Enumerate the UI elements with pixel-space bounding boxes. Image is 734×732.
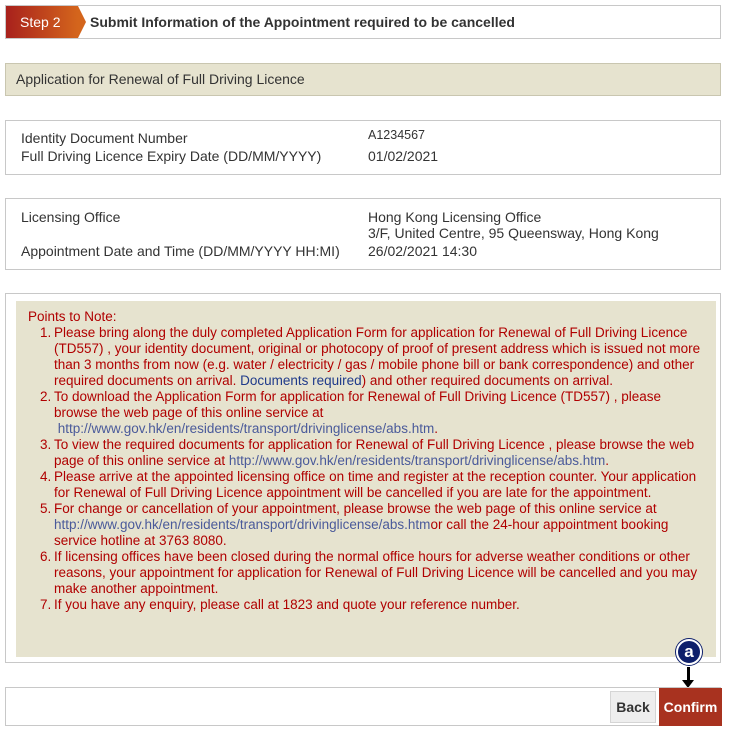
- back-button[interactable]: Back: [610, 691, 656, 723]
- identity-box: [5, 120, 721, 175]
- notes-section: [5, 293, 721, 663]
- note-number: 3.: [40, 437, 52, 452]
- service-page-link[interactable]: http://www.gov.hk/en/residents/transport/drivinglicense/abs.htm: [228, 453, 606, 468]
- note-number: 1.: [40, 325, 52, 340]
- appointment-datetime-value: 26/02/2021 14:30: [368, 243, 477, 259]
- notes-panel: [16, 301, 716, 657]
- identity-number-value: A1234567: [368, 128, 426, 142]
- note-text: To view the required documents for application for Renewal of Full Driving Licence , please browse the web page of this online service at: [54, 437, 695, 468]
- note-text: If licensing offices have been closed during the normal office hours for adverse weather conditions or other reasons, your appointment for application for Renewal of Full Driving Licence will be cancelled and you may make another appointment.: [54, 549, 698, 596]
- documents-required-link[interactable]: Documents required: [240, 373, 362, 388]
- step-bar: [5, 5, 721, 39]
- annotation-marker-a: a: [676, 639, 702, 665]
- note-item: [28, 469, 706, 501]
- step-badge: Step 2: [6, 6, 78, 38]
- note-text-tail: .: [434, 421, 438, 436]
- note-number: 6.: [40, 549, 52, 564]
- note-item: [28, 549, 706, 597]
- notes-title: Points to Note:: [28, 309, 117, 324]
- action-bar: [5, 687, 721, 726]
- note-text-tail: ) and other required documents on arrival.: [361, 373, 614, 388]
- application-title: Application for Renewal of Full Driving Licence: [5, 63, 721, 96]
- expiry-date-label: Full Driving Licence Expiry Date (DD/MM/YYYY): [21, 148, 322, 164]
- note-text: Please bring along the duly completed Application Form for application for Renewal of Full Driving Licence (TD557) , your identity document, original or photocopy of proof of present address which is issued not more than 3 months from now (e.g. water / electricity / gas / mobile phone bill or bank correspondence) and other required documents on arrival.: [54, 325, 701, 388]
- step-title: Submit Information of the Appointment required to be cancelled: [90, 14, 515, 30]
- note-text-tail: .: [605, 453, 610, 468]
- note-text-tail: or call the 24-hour appointment booking service hotline at 3763 8080.: [54, 517, 669, 548]
- note-text: For change or cancellation of your appointment, please browse the web page of this online service at: [54, 501, 657, 516]
- note-text: To download the Application Form for application for Renewal of Full Driving Licence (TD557) , please browse the web page of this online service at: [54, 389, 662, 420]
- note-number: 4.: [40, 469, 52, 484]
- step-arrow-shape: [78, 6, 86, 38]
- note-item: [28, 501, 706, 549]
- service-page-link[interactable]: http://www.gov.hk/en/residents/transport/drivinglicense/abs.htm: [54, 517, 431, 532]
- note-number: 2.: [40, 389, 52, 404]
- identity-number-label: Identity Document Number: [21, 130, 188, 146]
- note-number: 5.: [40, 501, 52, 516]
- notes-list: [28, 325, 706, 613]
- licensing-office-address: 3/F, United Centre, 95 Queensway, Hong Kong: [368, 225, 659, 241]
- note-number: 7.: [40, 597, 52, 612]
- note-item: [28, 437, 706, 469]
- licensing-office-label: Licensing Office: [21, 209, 121, 225]
- appointment-datetime-label: Appointment Date and Time (DD/MM/YYYY HH:MI): [21, 243, 340, 259]
- note-item: [28, 597, 706, 613]
- note-text: If you have any enquiry, please call at 1823 and quote your reference number.: [54, 597, 520, 612]
- note-item: [28, 325, 706, 389]
- service-page-link[interactable]: http://www.gov.hk/en/residents/transport/drivinglicense/abs.htm: [57, 421, 435, 436]
- licensing-office-name: Hong Kong Licensing Office: [368, 209, 542, 225]
- note-text: Please arrive at the appointed licensing office on time and register at the reception counter. Your application for Renewal of Full Driving Licence appointment will be cancelled if you are late for the appointment.: [54, 469, 697, 500]
- appointment-box: [5, 198, 721, 270]
- confirm-button[interactable]: Confirm: [659, 688, 722, 726]
- expiry-date-value: 01/02/2021: [368, 148, 439, 164]
- note-item: [28, 389, 706, 437]
